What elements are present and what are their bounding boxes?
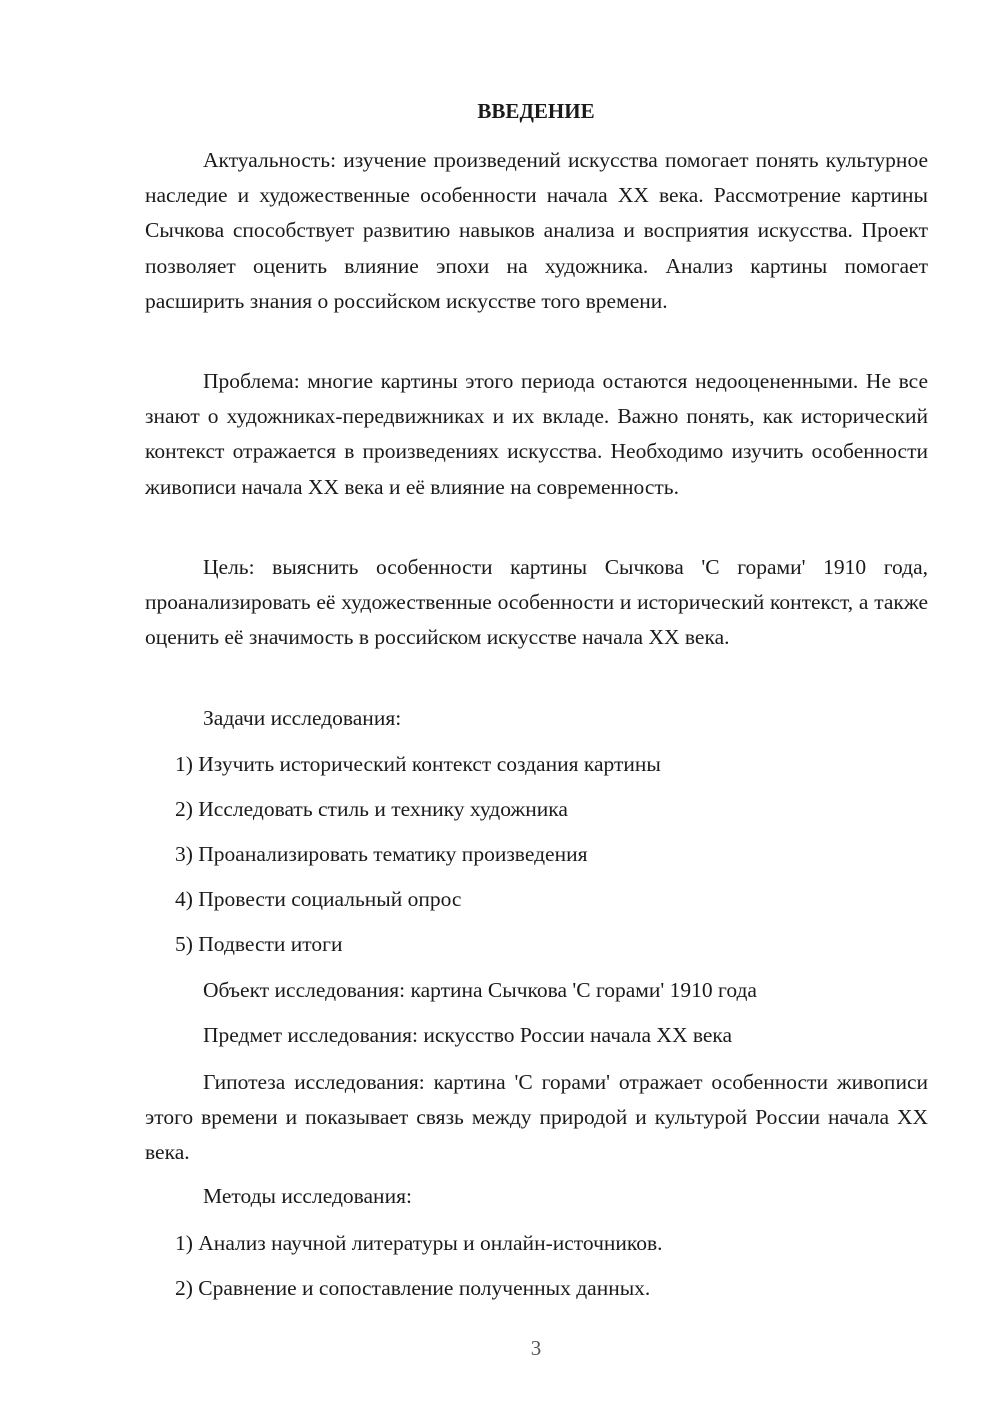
problem-paragraph: Проблема: многие картины этого периода остаются недооцененными. Не все знают о художниках-передвижниках и их вкладе. Важно понять, как исторический контекст отражается в произведениях искусства. Необходимо изучить особенности живописи начала XX века и её влияние на современность. [145, 369, 928, 499]
task-item: 4) Провести социальный опрос [175, 887, 462, 911]
tasks-heading: Задачи исследования: [203, 706, 402, 730]
methods-heading: Методы исследования: [203, 1184, 412, 1208]
method-item: 2) Сравнение и сопоставление полученных данных. [175, 1276, 651, 1300]
research-object: Объект исследования: картина Сычкова 'С горами' 1910 года [203, 978, 757, 1002]
relevance-paragraph: Актуальность: изучение произведений искусства помогает понять культурное наследие и художественные особенности начала XX века. Рассмотрение картины Сычкова способствует развитию навыков анализа и восприятия искусства. Проект позволяет оценить влияние эпохи на художника. Анализ картины помогает расширить знания о российском искусстве того времени. [145, 148, 928, 313]
task-item: 3) Проанализировать тематику произведения [175, 842, 588, 866]
research-subject: Предмет исследования: искусство России начала XX века [203, 1023, 733, 1047]
task-item: 2) Исследовать стиль и технику художника [175, 797, 568, 821]
page-title: ВВЕДЕНИЕ [477, 99, 595, 123]
method-item: 1) Анализ научной литературы и онлайн-источников. [175, 1231, 663, 1255]
page-number: 3 [530, 1336, 542, 1360]
task-item: 5) Подвести итоги [175, 932, 343, 956]
task-item: 1) Изучить исторический контекст создания картины [175, 752, 661, 776]
hypothesis-paragraph: Гипотеза исследования: картина 'С горами' отражает особенности живописи этого времени и показывает связь между природой и культурой России начала XX века. [145, 1070, 928, 1165]
goal-paragraph: Цель: выяснить особенности картины Сычкова 'С горами' 1910 года, проанализировать её художественные особенности и исторический контекст, а также оценить её значимость в российском искусстве начала XX века. [145, 555, 928, 650]
